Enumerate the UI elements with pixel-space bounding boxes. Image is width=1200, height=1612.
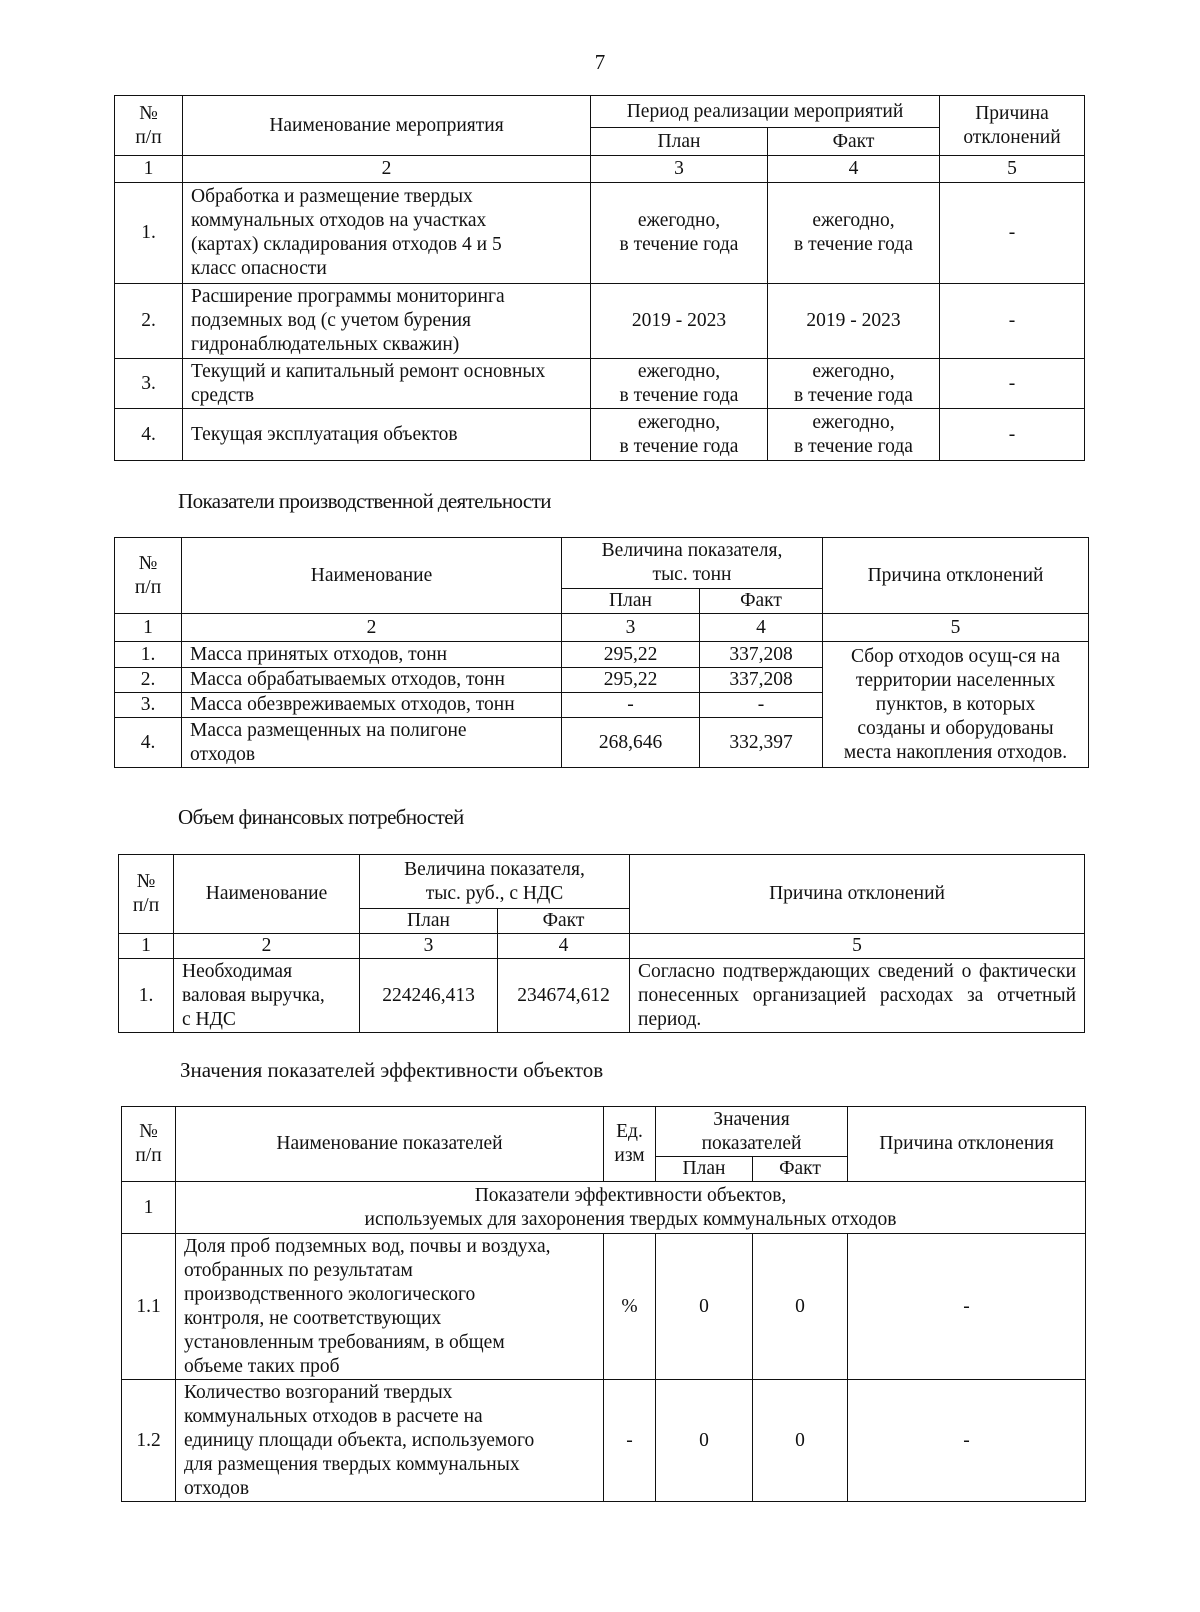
- row-reason: -: [940, 284, 1085, 359]
- header-reason: Причина отклонений: [823, 538, 1089, 614]
- group-num: 1: [122, 1182, 176, 1234]
- row-fact: ежегодно, в течение года: [768, 409, 940, 461]
- row-num: 2.: [115, 284, 183, 359]
- table-row: [115, 359, 1085, 409]
- header-plan: План: [591, 128, 768, 156]
- col-num: 4: [700, 614, 823, 642]
- row-num: 1.: [115, 642, 182, 668]
- row-plan: ежегодно, в течение года: [591, 409, 768, 461]
- row-num: 4.: [115, 718, 182, 768]
- row-fact: 337,208: [700, 668, 823, 693]
- row-plan: 295,22: [562, 642, 700, 668]
- header-unit: Ед. изм: [604, 1107, 656, 1182]
- section-title-efficiency: Значения показателей эффективности объектов: [180, 1058, 604, 1082]
- header-num: № п/п: [115, 538, 182, 614]
- header-name: Наименование мероприятия: [183, 96, 591, 156]
- row-num: 1.: [119, 959, 174, 1033]
- row-name: Количество возгораний твердых коммунальных отходов в расчете на единицу площади объекта, используемого для размещения твердых коммунальных отходов: [176, 1380, 604, 1502]
- production-table: [114, 537, 1089, 768]
- header-name: Наименование: [182, 538, 562, 614]
- row-fact: 234674,612: [498, 959, 630, 1033]
- row-name: Масса обрабатываемых отходов, тонн: [182, 668, 562, 693]
- col-num: 2: [183, 156, 591, 183]
- col-num: 3: [360, 934, 498, 959]
- row-name: Доля проб подземных вод, почвы и воздуха, отобранных по результатам производственного экологического контроля, не соответствующих установленным требованиям, в общем объеме таких проб: [176, 1234, 604, 1380]
- row-fact: 337,208: [700, 642, 823, 668]
- col-num: 4: [498, 934, 630, 959]
- row-reason: -: [940, 409, 1085, 461]
- page-number: 7: [594, 50, 606, 74]
- column-numbers-row: [119, 934, 1085, 959]
- col-num: 2: [174, 934, 360, 959]
- col-num: 3: [562, 614, 700, 642]
- header-fact: Факт: [498, 909, 630, 934]
- row-name: Текущий и капитальный ремонт основных средств: [183, 359, 591, 409]
- row-fact: -: [700, 693, 823, 718]
- row-plan: ежегодно, в течение года: [591, 359, 768, 409]
- row-name: Необходимая валовая выручка, с НДС: [174, 959, 360, 1033]
- table-row: [115, 284, 1085, 359]
- header-reason: Причина отклонений: [630, 855, 1085, 934]
- group-title: Показатели эффективности объектов, используемых для захоронения твердых коммунальных отходов: [176, 1182, 1086, 1234]
- col-num: 5: [823, 614, 1089, 642]
- header-num: № п/п: [122, 1107, 176, 1182]
- col-num: 5: [630, 934, 1085, 959]
- row-fact: ежегодно, в течение года: [768, 359, 940, 409]
- col-num: 5: [940, 156, 1085, 183]
- table-row: [115, 409, 1085, 461]
- row-fact: 0: [753, 1380, 848, 1502]
- col-num: 2: [182, 614, 562, 642]
- header-values: Значения показателей: [656, 1107, 848, 1157]
- header-plan: План: [656, 1157, 753, 1182]
- row-fact: 0: [753, 1234, 848, 1380]
- row-plan: 0: [656, 1380, 753, 1502]
- header-name: Наименование показателей: [176, 1107, 604, 1182]
- row-name: Масса размещенных на полигоне отходов: [182, 718, 562, 768]
- col-num: 4: [768, 156, 940, 183]
- header-value: Величина показателя, тыс. тонн: [562, 538, 823, 589]
- group-row: [122, 1182, 1086, 1234]
- finance-table: [118, 854, 1085, 1033]
- row-name: Текущая эксплуатация объектов: [183, 409, 591, 461]
- row-plan: 2019 - 2023: [591, 284, 768, 359]
- row-fact: ежегодно, в течение года: [768, 183, 940, 284]
- row-reason: Согласно подтверждающих сведений о фактически понесенных организацией расходах за отчетный период.: [630, 959, 1085, 1033]
- shared-reason: Сбор отходов осущ-ся на территории населенных пунктов, в которых созданы и оборудованы места накопления отходов.: [823, 642, 1089, 768]
- header-fact: Факт: [753, 1157, 848, 1182]
- row-num: 3.: [115, 693, 182, 718]
- activities-table: [114, 95, 1085, 461]
- header-num: № п/п: [115, 96, 183, 156]
- row-num: 1.: [115, 183, 183, 284]
- row-reason: -: [940, 359, 1085, 409]
- row-name: Масса принятых отходов, тонн: [182, 642, 562, 668]
- row-fact: 2019 - 2023: [768, 284, 940, 359]
- col-num: 1: [115, 614, 182, 642]
- row-name: Обработка и размещение твердых коммунальных отходов на участках (картах) складирования отходов 4 и 5 класс опасности: [183, 183, 591, 284]
- row-plan: 224246,413: [360, 959, 498, 1033]
- row-fact: 332,397: [700, 718, 823, 768]
- row-plan: ежегодно, в течение года: [591, 183, 768, 284]
- row-num: 2.: [115, 668, 182, 693]
- row-unit: -: [604, 1380, 656, 1502]
- row-num: 1.2: [122, 1380, 176, 1502]
- col-num: 3: [591, 156, 768, 183]
- row-reason: -: [848, 1380, 1086, 1502]
- header-plan: План: [562, 589, 700, 614]
- row-num: 4.: [115, 409, 183, 461]
- section-title-production: Показатели производственной деятельности: [178, 489, 551, 513]
- row-plan: 295,22: [562, 668, 700, 693]
- header-fact: Факт: [700, 589, 823, 614]
- row-plan: -: [562, 693, 700, 718]
- table-row: [119, 959, 1085, 1033]
- header-fact: Факт: [768, 128, 940, 156]
- header-reason: Причина отклонения: [848, 1107, 1086, 1182]
- row-reason: -: [940, 183, 1085, 284]
- row-plan: 268,646: [562, 718, 700, 768]
- col-num: 1: [119, 934, 174, 959]
- header-value: Величина показателя, тыс. руб., с НДС: [360, 855, 630, 909]
- row-unit: %: [604, 1234, 656, 1380]
- table-row: [122, 1380, 1086, 1502]
- column-numbers-row: [115, 156, 1085, 183]
- row-reason: -: [848, 1234, 1086, 1380]
- row-name: Расширение программы мониторинга подземных вод (с учетом бурения гидронаблюдательных скважин): [183, 284, 591, 359]
- header-reason: Причина отклонений: [940, 96, 1085, 156]
- column-numbers-row: [115, 614, 1089, 642]
- efficiency-table: [121, 1106, 1086, 1502]
- header-num: № п/п: [119, 855, 174, 934]
- section-title-finance: Объем финансовых потребностей: [178, 805, 464, 829]
- header-period: Период реализации мероприятий: [591, 96, 940, 128]
- col-num: 1: [115, 156, 183, 183]
- row-plan: 0: [656, 1234, 753, 1380]
- header-plan: План: [360, 909, 498, 934]
- table-row: [115, 642, 1089, 668]
- table-row: [115, 183, 1085, 284]
- row-num: 3.: [115, 359, 183, 409]
- table-row: [122, 1234, 1086, 1380]
- row-num: 1.1: [122, 1234, 176, 1380]
- header-name: Наименование: [174, 855, 360, 934]
- row-name: Масса обезвреживаемых отходов, тонн: [182, 693, 562, 718]
